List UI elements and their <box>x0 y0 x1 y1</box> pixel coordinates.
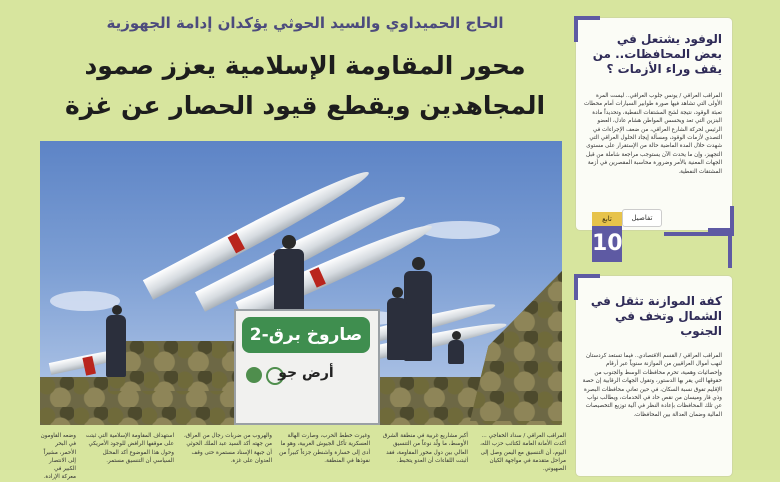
cloud <box>420 221 500 239</box>
soldier-head <box>452 331 461 340</box>
article-column: المراقب العراقي / سداد الخفاجي ... أكدت الأمانة العامة لكتائب حزب الله، اليوم، أن التنسيق مع اليمن وصل إلى مراحل متقدمة في مواجهة الكيان الصهيوني. <box>480 433 566 473</box>
soldier-head <box>392 287 403 298</box>
article-column: والهروب من ضربات رجال من العراق، من جهته أكد السيد عبد الملك الحوثي أن جبهة الإسناد مستمرة حتى وقف العدوان على غزة. <box>183 433 272 464</box>
soldier <box>404 271 432 361</box>
sidebar-card-fuel-crisis[interactable] <box>576 18 732 230</box>
headline-line: المجاهدين ويقطع قيود الحصار عن غزة <box>64 91 546 120</box>
cloud <box>50 291 120 311</box>
details-button[interactable]: تفاصيل <box>622 209 662 227</box>
card-body-text: المراقب العراقي / يونس جلوب العراقي.. ليست المرة الأولى التي تشاهد فيها صورة طوابير السيارات أمام محطات تعبئة الوقود، نتيجة لشح المشتقات النفطية، وتحديداً مادة البنزين التي تعد ويحسس المواطن هشام عادل، العضو الرئيس لحركة الشارع العراقي، من ضعف الإجراءات في التصدي لأزمات الوقود، ومسألة إيجاد الحلول العراقي التي شهدت خلال المدة الماضية حالة من الإستقرار على مستوى التجهيز، وإن ما يحدث الآن يستوجب مراجعة شاملة من قبل الجهات المعنية بالأمر وضرورة محاسبة المقصرين في أزمة المشتقات النفطية. <box>584 93 722 175</box>
continued-page-number: 10 <box>592 231 623 256</box>
article-headline <box>50 46 560 126</box>
camouflaged-vehicle <box>110 341 250 391</box>
divider <box>664 232 734 236</box>
article-column: وغيرت خطط الحرب، وصارت الهالة العسكرية تأكل الجيوش الغربية، وهو ما أدى إلى خسارة واشنطن جزءاً كبيراً من نفوذها في المنطقة. <box>279 433 370 464</box>
sidebar-card-budget[interactable] <box>576 276 732 476</box>
article-column: وضعه القاومون في البحر الأحمر، مشيراً إلى الانتصار الكبير في معركة الإرادة. <box>40 433 76 481</box>
article-kicker: الحاج الحميداوي والسيد الحوثي يؤكدان إدامة الجهوزية <box>106 14 504 32</box>
soldier-head <box>412 257 425 270</box>
article-column: استهداف المقاومة الإسلامية التي ثبتت على موقفها الرافض للوجود الأمريكي وحول هذا الموضوع أكد المحلل السياسي أن التنسيق مستمر. <box>85 433 174 464</box>
camouflaged-vehicle <box>470 271 562 421</box>
missile-sign-banner <box>234 309 380 425</box>
card-title: كفة الموازنة تثقل في الشمال وتخف في الجنوب <box>590 294 722 338</box>
article-column: أكبر مشاريع غربية في منطقة الشرق الأوسط، ما ولّد نوعاً من التنسيق العالي بين دول محور المقاومة، فقد أثبتت اللقاءات أن العدو يتخبط. <box>382 433 468 464</box>
main-photo <box>40 141 562 425</box>
soldier-head <box>282 235 296 249</box>
card-body-text: المراقب العراقي / القسم الاقتصادي.. فيما تستعد كردستان لنهب أموال العراقيين من الموازنة سنوياً عبر أرقام وإحصائيات وهمية، تحرم محافظات الوسط والجنوب من حقوقها التي يقر بها الدستور، وتقول الجهات الرقابية إن حصة الإقليم تفوق نسبة السكان، في حين تعاني محافظات البصرة وذي قار وميسان من نقص حاد في الخدمات، ويطالب نواب عن تلك المحافظات بإعادة النظر في آلية توزيع التخصيصات المالية وضمان العدالة بين المحافظات. <box>582 353 722 418</box>
continued-page-badge <box>592 212 622 262</box>
soldier <box>387 298 407 360</box>
banner-title: صاروخ برق-2 <box>242 317 370 353</box>
card-title: الوفود يشتعل في بعض المحافظات.. من يقف وراء الأزمات ؟ <box>592 32 722 76</box>
banner-subtitle: أرض جو <box>278 365 334 381</box>
continued-label: تابع <box>592 212 622 226</box>
divider <box>728 232 732 268</box>
soldier <box>448 340 464 364</box>
soldier-head <box>112 305 122 315</box>
headline-line: محور المقاومة الإسلامية يعزز صمود <box>84 51 526 80</box>
soldier <box>274 249 304 313</box>
soldier <box>106 315 126 377</box>
